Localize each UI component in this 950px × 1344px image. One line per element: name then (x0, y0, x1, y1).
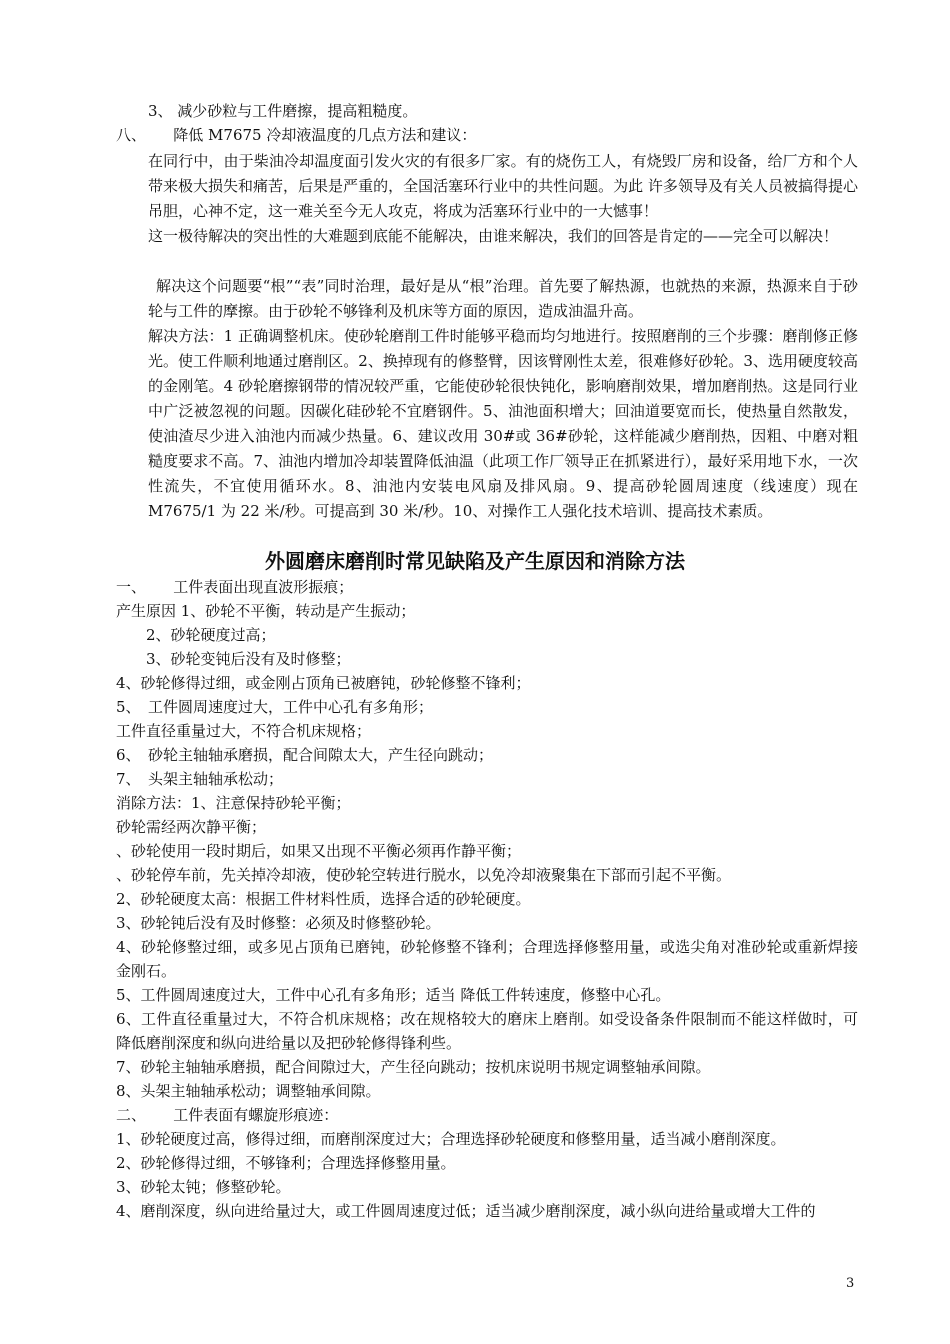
text-line: 2、砂轮修得过细，不够锋利；合理选择修整用量。 (116, 1154, 456, 1172)
text-line: 3、砂轮钝后没有及时修整：必须及时修整砂轮。 (116, 914, 441, 932)
section-title: 外圆磨床磨削时常见缺陷及产生原因和消除方法 (265, 549, 685, 573)
text-line: 、砂轮停车前，先关掉冷却液，使砂轮空转进行脱水，以免冷却液聚集在下部而引起不平衡。 (116, 866, 732, 884)
section8-paragraph-3: 解决这个问题要“根”“表”同时治理，最好是从“根”治理。首先要了解热源，也就热的来源，热源来自于砂轮与工件的摩擦。由于砂轮不够锋利及机床等方面的原因，造成油温升高。 (148, 277, 858, 320)
text-line: 7、 头架主轴轴承松动； (116, 770, 284, 788)
remedy-6-paragraph: 6、工件直径重量过大，不符合机床规格；改在规格较大的磨床上磨削。如受设备条件限制而不能这样做时，可降低磨削深度和纵向进给量以及把砂轮修得锋利些。 (116, 1010, 858, 1052)
text-line: 1、砂轮硬度过高，修得过细，而磨削深度过大；合理选择砂轮硬度和修整用量，适当减小磨削深度。 (116, 1130, 786, 1148)
section8-paragraph-4: 解决方法：1 正确调整机床。使砂轮磨削工件时能够平稳而均匀地进行。按照磨削的三个步骤：磨削修正修光。使工件顺利地通过磨削区。2、换掉现有的修整臂，因该臂刚性太差，很难修好砂轮。3、选用硬度较高的金刚笔。4 砂轮磨擦钢带的情况较严重，它能使砂轮很快钝化，影响磨削效果，增加磨削热。这是同行业中广泛被忽视的问题。因碳化硅砂轮不宜磨钢件。5、油池面积增大；回油道要宽而长，使热量自然散发，使油渣尽少进入油池内而减少热量。6、建议改用 30#或 36#砂轮，这样能减少磨削热，因粗、中磨对粗糙度要求不高。7、油池内增加冷却装置降低油温（此项工作厂领导正在抓紧进行），最好采用地下水，一次性流失，不宜使用循环水。8、油池内安装电风扇及排风扇。9、提高砂轮圆周速度（线速度）现在 M7675/1 为 22 米/秒。可提高到 30 米/秒。10、对操作工人强化技术培训、提高技术素质。 (148, 327, 858, 520)
text-line: 砂轮需经两次静平衡； (116, 818, 267, 836)
page-number: 3 (846, 1276, 855, 1291)
text-line: 3、砂轮变钝后没有及时修整； (116, 650, 351, 668)
text-line: 4、砂轮修得过细，或金刚占顶角已被磨钝，砂轮修整不锋利； (116, 674, 531, 692)
text-line: 5、 工件圆周速度过大，工件中心孔有多角形； (116, 698, 434, 716)
text-line: 、砂轮使用一段时期后，如果又出现不平衡必须再作静平衡； (116, 842, 522, 860)
text-line: 6、 砂轮主轴轴承磨损，配合间隙太大，产生径向跳动； (116, 746, 494, 764)
defect-1-heading: 一、 工件表面出现直波形振痕； (116, 578, 354, 596)
defect-2-heading: 二、 工件表面有螺旋形痕迹： (116, 1106, 339, 1124)
text-line: 产生原因 1、砂轮不平衡，转动是产生振动； (116, 602, 416, 620)
remedy-5-line: 5、工件圆周速度过大，工件中心孔有多角形；适当 降低工件转速度，修整中心孔。 (116, 986, 671, 1004)
section8-paragraph-1: 在同行中，由于柴油冷却温度面引发火灾的有很多厂家。有的烧伤工人，有烧毁厂房和设备，给厂方和个人带来极大损失和痛苦，后果是严重的，全国活塞环行业中的共性问题。为此 许多领导及有关人员被搞得提心吊胆，心神不定，这一难关至今无人攻克，将成为活塞环行业中的一大憾事！ (148, 152, 858, 220)
text-line: 8、头架主轴轴承松动；调整轴承间隙。 (116, 1082, 381, 1100)
text-line: 3、砂轮太钝；修整砂轮。 (116, 1178, 291, 1196)
text-line: 消除方法：1、注意保持砂轮平衡； (116, 794, 351, 812)
section8-paragraph-2: 这一极待解决的突出性的大难题到底能不能解决，由谁来解决，我们的回答是肯定的——完全可以解决！ (148, 227, 839, 245)
text-line: 4、磨削深度，纵向进给量过大，或工件圆周速度过低；适当减少磨削深度，减小纵向进给量或增大工件的 (116, 1202, 816, 1220)
section8-item3: 3、 减少砂粒与工件磨擦，提高粗糙度。 (148, 102, 418, 120)
section8-heading: 八、 降低 M7675 冷却液温度的几点方法和建议： (116, 126, 477, 144)
remedy-4-paragraph: 4、砂轮修整过细，或多见占顶角已磨钝，砂轮修整不锋利；合理选择修整用量，或选尖角对准砂轮或重新焊接金刚石。 (116, 938, 858, 980)
text-line: 2、砂轮硬度太高：根据工件材料性质，选择合适的砂轮硬度。 (116, 890, 531, 908)
text-line: 工件直径重量过大，不符合机床规格； (116, 722, 372, 740)
text-line: 2、砂轮硬度过高； (116, 626, 276, 644)
text-line: 7、砂轮主轴轴承磨损，配合间隙过大，产生径向跳动；按机床说明书规定调整轴承间隙。 (116, 1058, 711, 1076)
